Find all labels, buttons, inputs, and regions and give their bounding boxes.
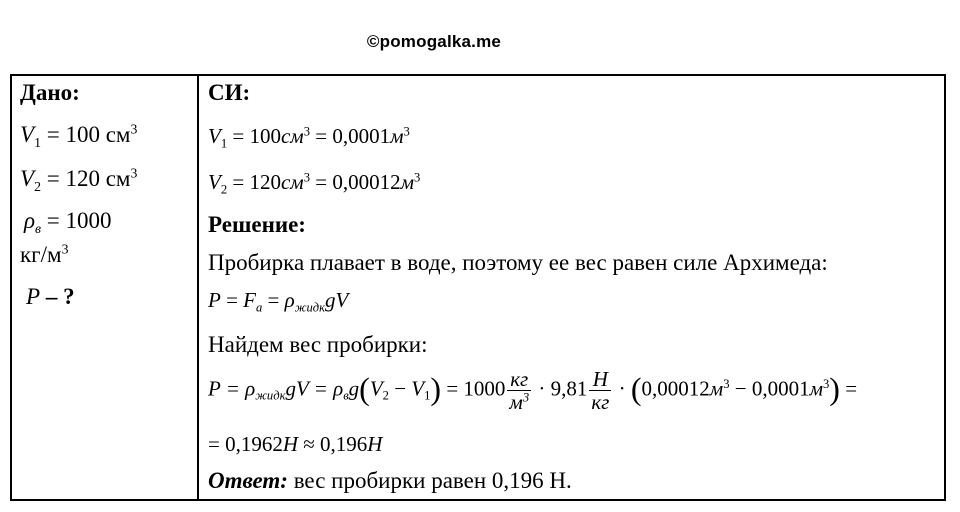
given-heading: Дано: xyxy=(20,80,80,105)
si-heading: СИ: xyxy=(208,80,251,105)
given-v2: $V_2 = 120$ $см^3$ xyxy=(20,165,138,194)
given-v1: $V_1 = 100$ $см^3$ xyxy=(20,121,138,150)
fraction-n-per-kg: $\frac{Н}{кг}$ xyxy=(591,367,610,414)
solution-heading: Решение: xyxy=(208,212,306,237)
answer-line xyxy=(208,468,572,494)
answer-text: вес пробирки равен 0,196 Н. xyxy=(287,468,572,493)
equation-archimedes: $P = F_а = \rho_{жидк}gV$ xyxy=(208,288,349,315)
given-rho-unit: $кг/м^3$ xyxy=(20,241,69,267)
given-rho: $\rho_в = 1000$ xyxy=(24,208,112,236)
fraction-kg-per-m3: $\frac{кг}{м^3}$ xyxy=(509,367,530,414)
answer-label: Ответ: xyxy=(208,468,288,493)
column-divider xyxy=(197,76,199,499)
given-find: P – ? xyxy=(26,284,75,309)
solution-text-archimedes: Пробирка плавает в воде, поэтому ее вес равен силе Архимеда: xyxy=(208,250,828,275)
si-v1: $V_1 = 100см^3 = 0,0001м^3$ xyxy=(208,124,410,151)
solution-table xyxy=(10,74,946,501)
equation-result: = 0,1962Н ≈ 0,196Н xyxy=(208,432,383,456)
solution-text-weight: Найдем вес пробирки: xyxy=(208,332,428,357)
si-v2: $V_2 = 120см^3 = 0,00012м^3$ xyxy=(208,170,421,197)
equation-weight: $P = \rho_{жидк}gV = \rho_вg(V_2 - V_1) = 1000$ $\frac{кг}{м^3}$ · 9,81 $\frac{Н}{кг}$ · $(0,00012м^3 - 0,0001м^3)$ = xyxy=(208,367,858,414)
watermark: ©pomogalka.me xyxy=(366,32,502,51)
